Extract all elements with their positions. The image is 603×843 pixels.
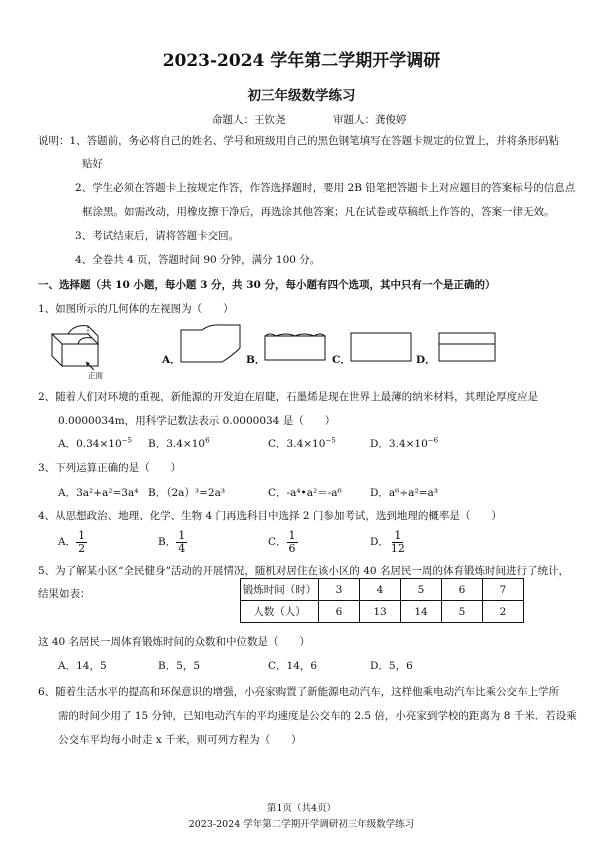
question-2-stem-cont: 0.0000034m，用科学记数法表示 0.0000034 是（ ） xyxy=(58,415,336,427)
q5-option-c: C．14，6 xyxy=(268,660,318,672)
table-cell: 13 xyxy=(360,601,401,623)
table-header-cell: 锻炼时间（时） xyxy=(241,579,319,601)
author-line: 命题人：王钦尧 xyxy=(212,114,286,126)
page-subtitle: 初三年级数学练习 xyxy=(247,88,356,104)
instruction-1: 说明：1、答题前，务必将自己的姓名、学号和班级用自己的黑色钢笔填写在答题卡规定的位置上，并将条形码粘 xyxy=(38,135,560,147)
q2-option-a: A．$0.34\times 10^{-5}$ xyxy=(58,436,132,450)
q3-option-b: B．（2a）³=2a³ xyxy=(148,487,226,499)
exercise-time-table xyxy=(240,578,524,623)
question-1-stem: 1、如图所示的几何体的左视图为（ ） xyxy=(38,303,234,315)
table-cell: 14 xyxy=(401,601,442,623)
question-5-question: 这 40 名居民一周体育锻炼时间的众数和中位数是（ ） xyxy=(38,636,311,648)
q4-option-a: A． $\frac{1}{2}$ xyxy=(58,529,86,555)
q4-option-b: B． $\frac{1}{4}$ xyxy=(158,529,186,555)
q2-option-c: C．$3.4\times 10^{-5}$ xyxy=(268,436,336,450)
table-row xyxy=(241,579,524,601)
table-cell: 6 xyxy=(319,601,360,623)
question-5-stem: 5、为了解某小区“全民健身”活动的开展情况，随机对居住在该小区的 40 名居民一周的体育锻炼时间进行了统计， xyxy=(38,565,569,577)
option-b-figure xyxy=(264,332,326,362)
table-cell: 5 xyxy=(442,601,483,623)
table-cell: 5 xyxy=(401,579,442,601)
footer-doc-title: 2023-2024 学年第二学期开学调研初三年级数学练习 xyxy=(188,819,415,830)
section-heading: 一、选择题（共 10 小题，每小题 3 分，共 30 分，每小题有四个选项，其中只有一个是正确的） xyxy=(38,279,496,291)
table-cell: 7 xyxy=(483,579,524,601)
q1-option-d-label: D． xyxy=(416,354,436,366)
question-6-stem-cont-2: 公交车平均每小时走 x 千米，则可列方程为（ ） xyxy=(58,734,302,746)
question-4-stem: 4、从思想政治、地理、化学、生物 4 门再选科目中选择 2 门参加考试，选到地理的概率是（ ） xyxy=(38,510,502,522)
q3-option-c: C．-a⁴•a²＝-a⁶ xyxy=(268,487,342,499)
question-5-stem-cont: 结果如表： xyxy=(38,588,91,600)
q3-option-a: A．3a²+a²=3a⁴ xyxy=(58,487,139,499)
q1-option-c-label: C． xyxy=(332,354,351,366)
instruction-2: 2、学生必须在答题卡上按规定作答，作答选择题时，要用 2B 铅笔把答题卡上对应题目的答案标号的信息点 xyxy=(75,182,576,194)
q3-option-d: D．a⁶÷a²=a³ xyxy=(370,487,438,499)
table-cell: 6 xyxy=(442,579,483,601)
page-title: 2023-2024 学年第二学期开学调研 xyxy=(162,51,441,71)
instruction-3: 3、考试结束后，请将答题卡交回。 xyxy=(75,230,240,242)
q1-option-a-label: A． xyxy=(162,354,181,366)
q4-option-c: C． $\frac{1}{6}$ xyxy=(268,529,296,555)
option-d-figure xyxy=(438,332,496,362)
question-6-stem-cont: 需的时间少用了 15 分钟，已知电动汽车的平均速度是公交车的 2.5 倍，小亮家到学校的距离为 8 千米．若设乘 xyxy=(58,710,577,722)
instruction-1-cont: 贴好 xyxy=(82,158,103,170)
option-c-figure xyxy=(350,332,412,362)
table-cell: 3 xyxy=(319,579,360,601)
page-number: 第1页（共4页） xyxy=(266,803,337,814)
question-6-stem: 6、随着生活水平的提高和环保意识的增强，小亮家购置了新能源电动汽车，这样他乘电动汽车比乘公交车上学所 xyxy=(38,686,560,698)
q5-option-a: A．14，5 xyxy=(58,660,107,672)
instruction-2-cont: 框涂黑。如需改动，用橡皮擦干净后，再选涂其他答案；凡在试卷或草稿纸上作答的，答案一律无效。 xyxy=(82,206,555,218)
table-cell: 4 xyxy=(360,579,401,601)
table-cell: 2 xyxy=(483,601,524,623)
front-label: 正面 xyxy=(88,371,103,380)
q4-option-d: D． $\frac{1}{12}$ xyxy=(370,529,405,555)
q5-option-b: B．5，5 xyxy=(158,660,201,672)
question-2-stem: 2、随着人们对环境的重视，新能源的开发迫在眉睫，石墨烯是现在世界上最薄的纳米材料，其理论厚度应是 xyxy=(38,391,539,403)
geometric-solid-figure xyxy=(50,322,110,372)
question-3-stem: 3、下列运算正确的是（ ） xyxy=(38,462,182,474)
table-row xyxy=(241,601,524,623)
q2-option-b: B．$3.4\times 10^6$ xyxy=(148,436,210,450)
q1-option-b-label: B． xyxy=(246,354,266,366)
q5-option-d: D．5，6 xyxy=(370,660,413,672)
q2-option-d: D．$3.4\times 10^{-6}$ xyxy=(370,436,439,450)
option-a-figure xyxy=(180,324,242,366)
instruction-4: 4、全卷共 4 页，答题时间 90 分钟，满分 100 分。 xyxy=(75,254,321,266)
reviewer-line: 审题人：龚俊婷 xyxy=(333,114,407,126)
table-header-cell: 人数（人） xyxy=(241,601,319,623)
